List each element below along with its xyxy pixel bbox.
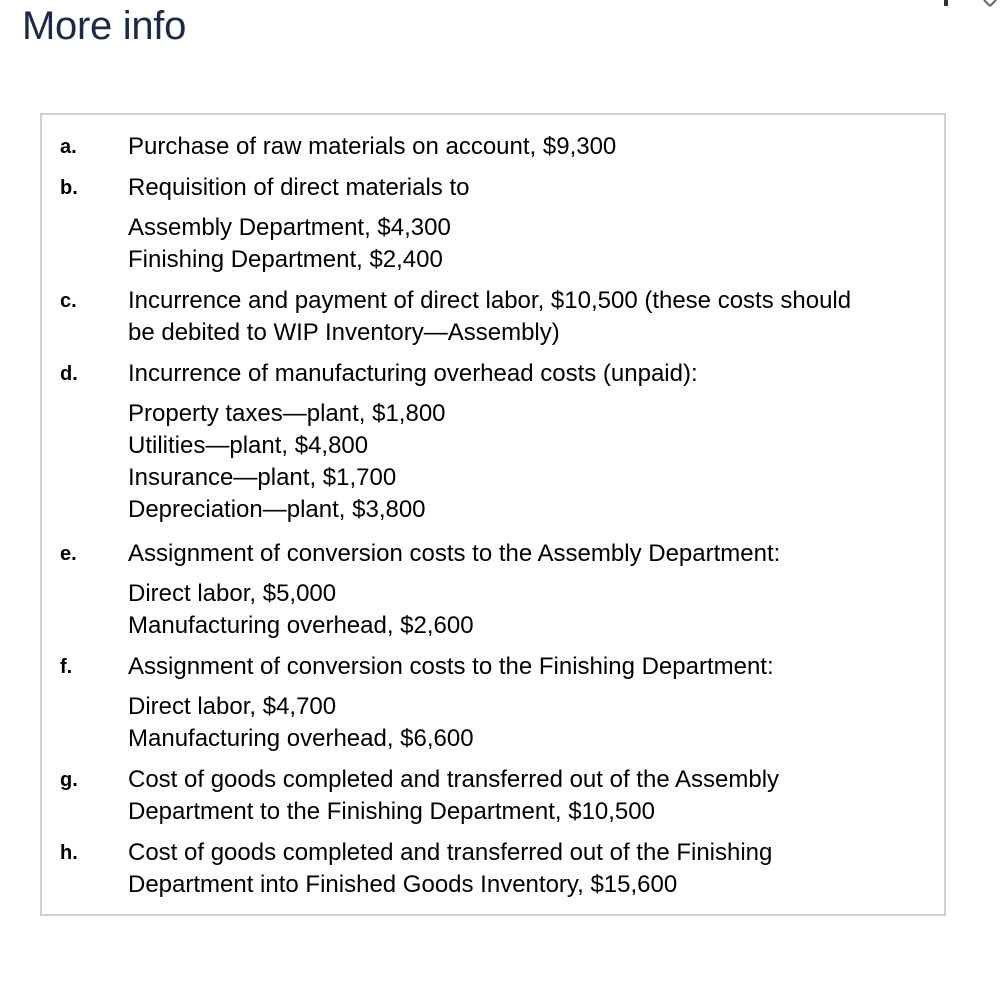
page-title: More info	[22, 4, 187, 48]
item-sub-lines	[128, 398, 928, 526]
item-text	[128, 651, 928, 755]
item-line: Incurrence and payment of direct labor, $10,500 (these costs should	[128, 287, 852, 314]
item-letter: c.	[60, 290, 77, 312]
item-text	[128, 358, 928, 526]
item-letter: f.	[60, 656, 73, 678]
sub-line: Direct labor, $5,000	[128, 580, 337, 607]
item-text	[128, 285, 928, 349]
item-letter: e.	[60, 543, 77, 565]
sub-line: Property taxes—plant, $1,800	[128, 400, 446, 427]
sub-line: Depreciation—plant, $3,800	[128, 496, 426, 523]
item-letter: b.	[60, 177, 78, 199]
item-text	[128, 837, 928, 901]
item-sub-lines	[128, 212, 928, 276]
sub-line: Insurance—plant, $1,700	[128, 464, 397, 491]
item-line: Cost of goods completed and transferred out of the Finishing	[128, 839, 773, 866]
item-sub-lines	[128, 691, 928, 755]
item-line: Department into Finished Goods Inventory, $15,600	[128, 871, 678, 898]
item-line: be debited to WIP Inventory—Assembly)	[128, 319, 560, 346]
sub-line: Manufacturing overhead, $2,600	[128, 612, 474, 639]
sub-line: Manufacturing overhead, $6,600	[128, 725, 474, 752]
info-panel	[40, 113, 946, 916]
item-letter: d.	[60, 363, 78, 385]
close-icon[interactable]	[984, 0, 996, 6]
item-text	[128, 131, 928, 163]
item-text	[128, 764, 928, 828]
item-letter: g.	[60, 769, 78, 791]
item-line: Department to the Finishing Department, $10,500	[128, 798, 655, 825]
item-line: Requisition of direct materials to	[128, 174, 470, 201]
item-line: Cost of goods completed and transferred out of the Assembly	[128, 766, 780, 793]
item-line: Incurrence of manufacturing overhead costs (unpaid):	[128, 360, 698, 387]
item-text	[128, 172, 928, 276]
sub-line: Assembly Department, $4,300	[128, 214, 451, 241]
item-letter: h.	[60, 842, 78, 864]
item-text	[128, 538, 928, 642]
sub-line: Finishing Department, $2,400	[128, 246, 443, 273]
window-controls[interactable]	[944, 0, 1004, 14]
sub-line: Utilities—plant, $4,800	[128, 432, 369, 459]
item-line: Purchase of raw materials on account, $9,300	[128, 133, 617, 160]
minimize-icon[interactable]	[944, 0, 948, 6]
item-line: Assignment of conversion costs to the Finishing Department:	[128, 653, 774, 680]
item-sub-lines	[128, 578, 928, 642]
sub-line: Direct labor, $4,700	[128, 693, 337, 720]
item-letter: a.	[60, 136, 77, 158]
item-line: Assignment of conversion costs to the Assembly Department:	[128, 540, 781, 567]
